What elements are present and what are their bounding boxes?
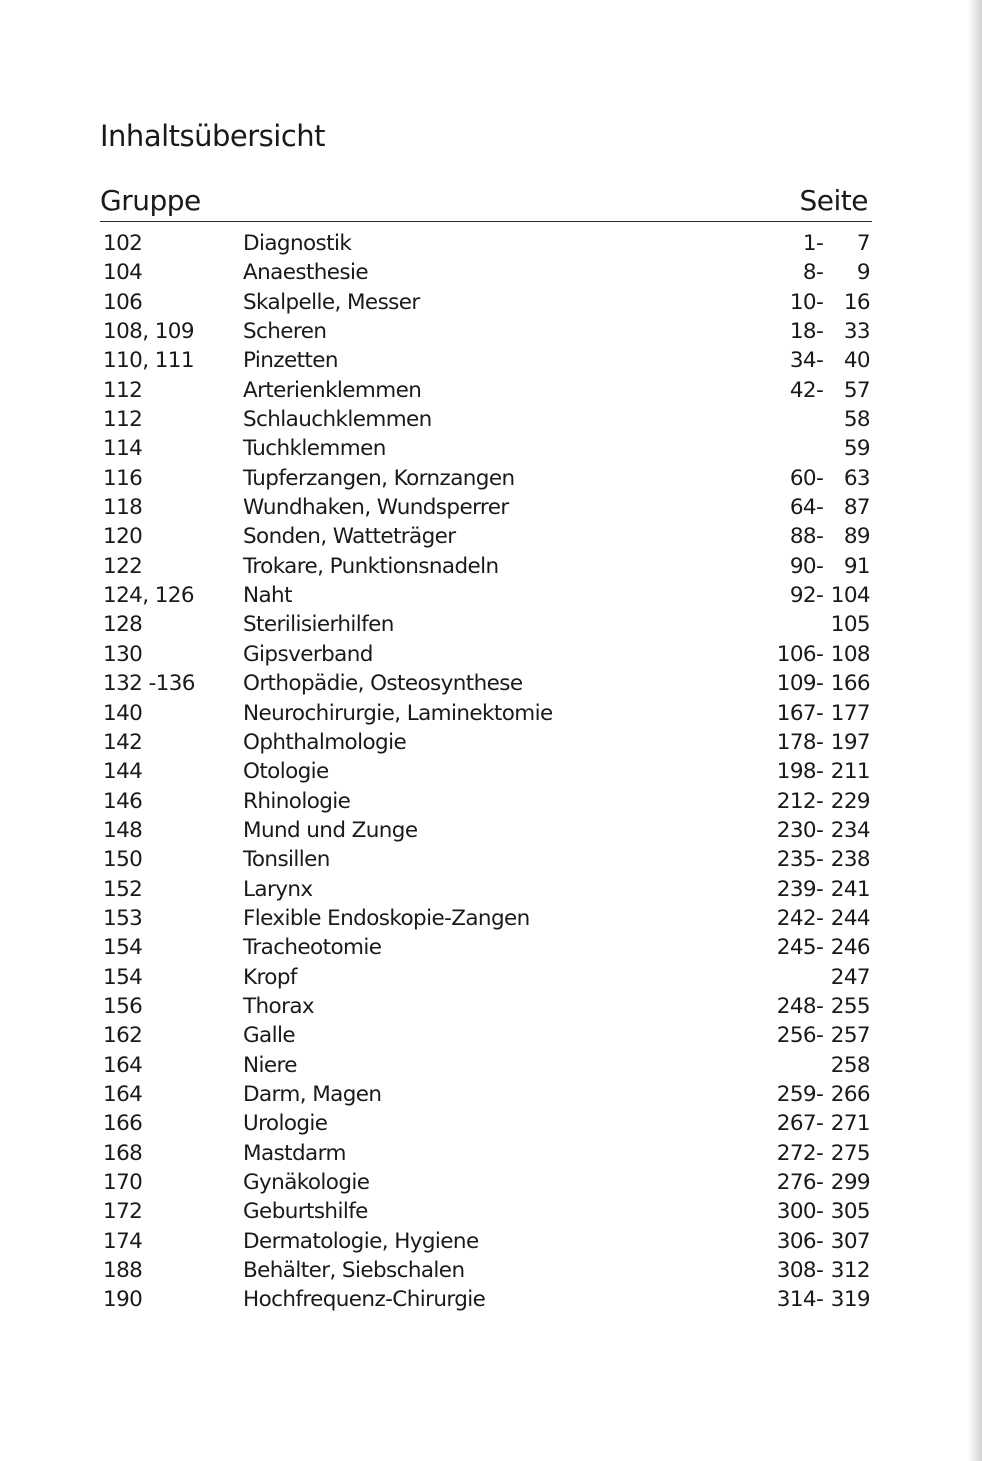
section-name: Rhinologie xyxy=(243,788,351,814)
group-number: 146 xyxy=(103,788,143,814)
page-range xyxy=(790,317,870,346)
page-range xyxy=(790,522,870,551)
list-item xyxy=(100,552,872,581)
page-from: 90 xyxy=(789,553,816,579)
group-number: 112 xyxy=(103,377,143,403)
page-to: 63 xyxy=(843,465,870,491)
page-to: 7 xyxy=(856,231,870,256)
page-to: 104 xyxy=(830,583,870,609)
page-range xyxy=(777,845,870,874)
page-range xyxy=(777,757,870,786)
list-item xyxy=(100,1227,872,1256)
page-from: 10 xyxy=(789,289,816,315)
section-name: Dermatologie, Hygiene xyxy=(243,1228,479,1254)
list-item xyxy=(100,963,872,992)
section-name: Gynäkologie xyxy=(243,1170,370,1195)
page-range xyxy=(826,1051,870,1080)
page-range-dash: - xyxy=(816,524,824,550)
group-number: 114 xyxy=(103,436,143,462)
page-range xyxy=(826,610,870,639)
group-column-header: Gruppe xyxy=(100,184,201,217)
group-number: 124, 126 xyxy=(103,583,194,609)
group-number: 110, 111 xyxy=(103,348,194,374)
page-to: 59 xyxy=(843,436,870,462)
section-name: Urologie xyxy=(243,1111,328,1137)
page-from: 248 xyxy=(776,993,816,1019)
group-number: 154 xyxy=(103,935,143,961)
page-range-dash: - xyxy=(816,260,824,286)
page-range-dash: - xyxy=(816,465,824,491)
list-item xyxy=(100,1197,872,1226)
page-from: 167 xyxy=(776,700,816,726)
page-range-dash: - xyxy=(816,1228,824,1254)
page-from: 259 xyxy=(776,1081,816,1107)
page-from: 308 xyxy=(776,1258,816,1284)
group-number: 130 xyxy=(103,641,143,667)
page-column-header: Seite xyxy=(799,184,868,217)
list-item xyxy=(100,1051,872,1080)
page-from: 242 xyxy=(776,905,816,931)
list-item xyxy=(100,317,872,346)
page-range xyxy=(826,405,870,434)
page-range xyxy=(790,376,870,405)
page-from: 109 xyxy=(776,671,816,697)
page-to: 16 xyxy=(843,289,870,315)
page-range-dash: - xyxy=(816,759,824,785)
page-range-dash: - xyxy=(816,1199,824,1225)
list-item xyxy=(100,933,872,962)
page-from: 34 xyxy=(789,348,816,374)
section-name: Tracheotomie xyxy=(243,935,382,961)
page-to: 266 xyxy=(830,1081,870,1107)
section-name: Wundhaken, Wundsperrer xyxy=(243,495,509,521)
group-number: 140 xyxy=(103,700,143,726)
list-item xyxy=(100,288,872,317)
page-to: 105 xyxy=(830,612,870,638)
page-range xyxy=(826,434,870,463)
page-to: 275 xyxy=(830,1140,870,1166)
section-name: Darm, Magen xyxy=(243,1081,382,1107)
page-range xyxy=(777,640,870,669)
list-item xyxy=(100,1285,872,1314)
page-range xyxy=(790,464,870,493)
list-item xyxy=(100,640,872,669)
page-from: 256 xyxy=(776,1023,816,1049)
page-to: 247 xyxy=(830,964,870,990)
page-range-dash: - xyxy=(816,1287,824,1313)
page-range xyxy=(790,493,870,522)
section-name: Kropf xyxy=(243,964,297,990)
page-range-dash: - xyxy=(816,1111,824,1137)
page-range-dash: - xyxy=(816,1170,824,1195)
page-range-dash: - xyxy=(816,817,824,843)
page-to: 87 xyxy=(843,495,870,521)
list-item xyxy=(100,1168,872,1197)
group-number: 188 xyxy=(103,1258,143,1284)
group-number: 164 xyxy=(103,1052,143,1078)
list-item xyxy=(100,699,872,728)
list-item xyxy=(100,845,872,874)
group-number: 164 xyxy=(103,1081,143,1107)
page-range xyxy=(777,728,870,757)
page-to: 244 xyxy=(830,905,870,931)
page-range xyxy=(790,552,870,581)
page-range-dash: - xyxy=(816,641,824,667)
page-to: 91 xyxy=(843,553,870,579)
page-range xyxy=(777,933,870,962)
section-name: Mastdarm xyxy=(243,1140,346,1166)
page-from: 235 xyxy=(776,847,816,873)
group-number: 168 xyxy=(103,1140,143,1166)
page-range xyxy=(777,787,870,816)
page-range-dash: - xyxy=(816,700,824,726)
group-number: 153 xyxy=(103,905,143,931)
page-to: 57 xyxy=(843,377,870,403)
page-from: 178 xyxy=(776,729,816,755)
list-item xyxy=(100,1139,872,1168)
page-range xyxy=(777,875,870,904)
section-name: Trokare, Punktionsnadeln xyxy=(243,553,499,579)
group-number: 132 -136 xyxy=(103,671,195,697)
page-to: 255 xyxy=(830,993,870,1019)
page-from: 300 xyxy=(776,1199,816,1225)
list-item xyxy=(100,434,872,463)
page-range-dash: - xyxy=(816,671,824,697)
page-range-dash: - xyxy=(816,1140,824,1166)
list-item xyxy=(100,1021,872,1050)
page-to: 166 xyxy=(830,671,870,697)
list-item xyxy=(100,493,872,522)
page-to: 211 xyxy=(830,759,870,785)
page-range-dash: - xyxy=(816,935,824,961)
group-number: 106 xyxy=(103,289,143,315)
list-item xyxy=(100,992,872,1021)
page-to: 258 xyxy=(830,1052,870,1078)
page-from: 92 xyxy=(789,583,816,609)
page-from: 60 xyxy=(789,465,816,491)
page-range xyxy=(803,258,870,287)
page-to: 40 xyxy=(843,348,870,374)
page-to: 241 xyxy=(830,876,870,902)
page-from: 42 xyxy=(789,377,816,403)
section-name: Geburtshilfe xyxy=(243,1199,368,1225)
section-name: Arterienklemmen xyxy=(243,377,422,403)
section-name: Skalpelle, Messer xyxy=(243,289,420,315)
group-number: 120 xyxy=(103,524,143,550)
page-range-dash: - xyxy=(816,377,824,403)
page-to: 58 xyxy=(843,407,870,433)
list-item xyxy=(100,376,872,405)
page-range-dash: - xyxy=(816,847,824,873)
page-from: 8 xyxy=(802,260,816,286)
section-name: Anaesthesie xyxy=(243,260,369,286)
page-range xyxy=(777,1080,870,1109)
list-item xyxy=(100,229,872,258)
page-from: 106 xyxy=(776,641,816,667)
page-to: 33 xyxy=(843,319,870,345)
page-from: 64 xyxy=(789,495,816,521)
list-item xyxy=(100,581,872,610)
section-name: Sonden, Watteträger xyxy=(243,524,456,550)
page-from: 198 xyxy=(776,759,816,785)
page-to: 312 xyxy=(830,1258,870,1284)
page-to: 9 xyxy=(856,260,870,286)
page-from: 239 xyxy=(776,876,816,902)
list-item xyxy=(100,669,872,698)
page-range xyxy=(777,1256,870,1285)
page-range-dash: - xyxy=(816,289,824,315)
section-name: Behälter, Siebschalen xyxy=(243,1258,465,1284)
page-range-dash: - xyxy=(816,876,824,902)
page-range xyxy=(777,669,870,698)
page-range xyxy=(777,1139,870,1168)
section-name: Gipsverband xyxy=(243,641,373,667)
page-range-dash: - xyxy=(816,993,824,1019)
page-range-dash: - xyxy=(816,729,824,755)
page-from: 212 xyxy=(776,788,816,814)
section-name: Schlauchklemmen xyxy=(243,407,432,433)
list-item xyxy=(100,522,872,551)
group-number: 170 xyxy=(103,1170,143,1195)
page-to: 246 xyxy=(830,935,870,961)
page-to: 89 xyxy=(843,524,870,550)
list-item xyxy=(100,405,872,434)
page-range xyxy=(777,1285,870,1314)
page-to: 271 xyxy=(830,1111,870,1137)
page-range xyxy=(790,346,870,375)
group-number: 148 xyxy=(103,817,143,843)
page-range xyxy=(790,288,870,317)
page-from: 88 xyxy=(789,524,816,550)
page-from: 276 xyxy=(776,1170,816,1195)
section-name: Mund und Zunge xyxy=(243,817,418,843)
group-number: 172 xyxy=(103,1199,143,1225)
group-number: 118 xyxy=(103,495,143,521)
list-item xyxy=(100,875,872,904)
page-range xyxy=(777,1197,870,1226)
section-name: Tuchklemmen xyxy=(243,436,386,462)
list-item xyxy=(100,1256,872,1285)
list-item xyxy=(100,728,872,757)
page-range-dash: - xyxy=(816,583,824,609)
page-range xyxy=(777,1227,870,1256)
list-item xyxy=(100,1109,872,1138)
group-number: 162 xyxy=(103,1023,143,1049)
group-number: 150 xyxy=(103,847,143,873)
section-name: Sterilisierhilfen xyxy=(243,612,394,638)
column-header xyxy=(100,183,872,222)
section-name: Ophthalmologie xyxy=(243,729,407,755)
group-number: 104 xyxy=(103,260,143,286)
page-from: 272 xyxy=(776,1140,816,1166)
page-to: 307 xyxy=(830,1228,870,1254)
list-item xyxy=(100,816,872,845)
page-edge-shadow xyxy=(968,0,982,1461)
section-name: Flexible Endoskopie-Zangen xyxy=(243,905,530,931)
page-range xyxy=(777,699,870,728)
section-name: Orthopädie, Osteosynthese xyxy=(243,671,523,697)
group-number: 144 xyxy=(103,759,143,785)
page-range-dash: - xyxy=(816,1081,824,1107)
page-to: 177 xyxy=(830,700,870,726)
section-name: Larynx xyxy=(243,876,313,902)
page-range-dash: - xyxy=(816,231,824,256)
group-number: 102 xyxy=(103,231,143,256)
group-number: 116 xyxy=(103,465,143,491)
group-number: 128 xyxy=(103,612,143,638)
section-name: Scheren xyxy=(243,319,327,345)
section-name: Hochfrequenz-Chirurgie xyxy=(243,1287,486,1313)
page-range-dash: - xyxy=(816,788,824,814)
page-from: 245 xyxy=(776,935,816,961)
page-to: 299 xyxy=(830,1170,870,1195)
group-number: 156 xyxy=(103,993,143,1019)
page-range-dash: - xyxy=(816,1023,824,1049)
page-range-dash: - xyxy=(816,348,824,374)
page-to: 319 xyxy=(830,1287,870,1313)
page-from: 230 xyxy=(776,817,816,843)
page-range xyxy=(777,816,870,845)
section-name: Diagnostik xyxy=(243,231,352,256)
page-range-dash: - xyxy=(816,495,824,521)
section-name: Neurochirurgie, Laminektomie xyxy=(243,700,553,726)
page-range-dash: - xyxy=(816,905,824,931)
page-range-dash: - xyxy=(816,553,824,579)
page-range xyxy=(777,1021,870,1050)
page-range xyxy=(790,581,870,610)
page-range xyxy=(777,1109,870,1138)
group-number: 122 xyxy=(103,553,143,579)
page-range xyxy=(777,992,870,1021)
section-name: Niere xyxy=(243,1052,297,1078)
group-number: 108, 109 xyxy=(103,319,194,345)
list-item xyxy=(100,610,872,639)
list-item xyxy=(100,757,872,786)
group-number: 154 xyxy=(103,964,143,990)
section-name: Thorax xyxy=(243,993,315,1019)
page-to: 238 xyxy=(830,847,870,873)
group-number: 142 xyxy=(103,729,143,755)
list-item xyxy=(100,258,872,287)
page-to: 257 xyxy=(830,1023,870,1049)
page-to: 197 xyxy=(830,729,870,755)
page-range xyxy=(826,963,870,992)
list-item xyxy=(100,904,872,933)
page-range xyxy=(777,1168,870,1197)
page-from: 267 xyxy=(776,1111,816,1137)
group-number: 174 xyxy=(103,1228,143,1254)
page-to: 229 xyxy=(830,788,870,814)
list-item xyxy=(100,787,872,816)
page-range xyxy=(803,229,870,258)
contents-list xyxy=(100,229,872,1315)
list-item xyxy=(100,464,872,493)
section-name: Pinzetten xyxy=(243,348,338,374)
page-from: 306 xyxy=(776,1228,816,1254)
page-to: 234 xyxy=(830,817,870,843)
page-range-dash: - xyxy=(816,1258,824,1284)
section-name: Naht xyxy=(243,583,292,609)
page-title: Inhaltsübersicht xyxy=(100,119,326,153)
section-name: Tupferzangen, Kornzangen xyxy=(243,465,515,491)
contents-page xyxy=(100,118,872,1315)
page-range-dash: - xyxy=(816,319,824,345)
section-name: Tonsillen xyxy=(243,847,330,873)
page-to: 108 xyxy=(830,641,870,667)
section-name: Galle xyxy=(243,1023,296,1049)
section-name: Otologie xyxy=(243,759,329,785)
group-number: 166 xyxy=(103,1111,143,1137)
group-number: 112 xyxy=(103,407,143,433)
group-number: 190 xyxy=(103,1287,143,1313)
page-from: 1 xyxy=(802,231,816,256)
list-item xyxy=(100,346,872,375)
page-to: 305 xyxy=(830,1199,870,1225)
page-range xyxy=(777,904,870,933)
list-item xyxy=(100,1080,872,1109)
page-from: 314 xyxy=(776,1287,816,1313)
page-from: 18 xyxy=(789,319,816,345)
group-number: 152 xyxy=(103,876,143,902)
